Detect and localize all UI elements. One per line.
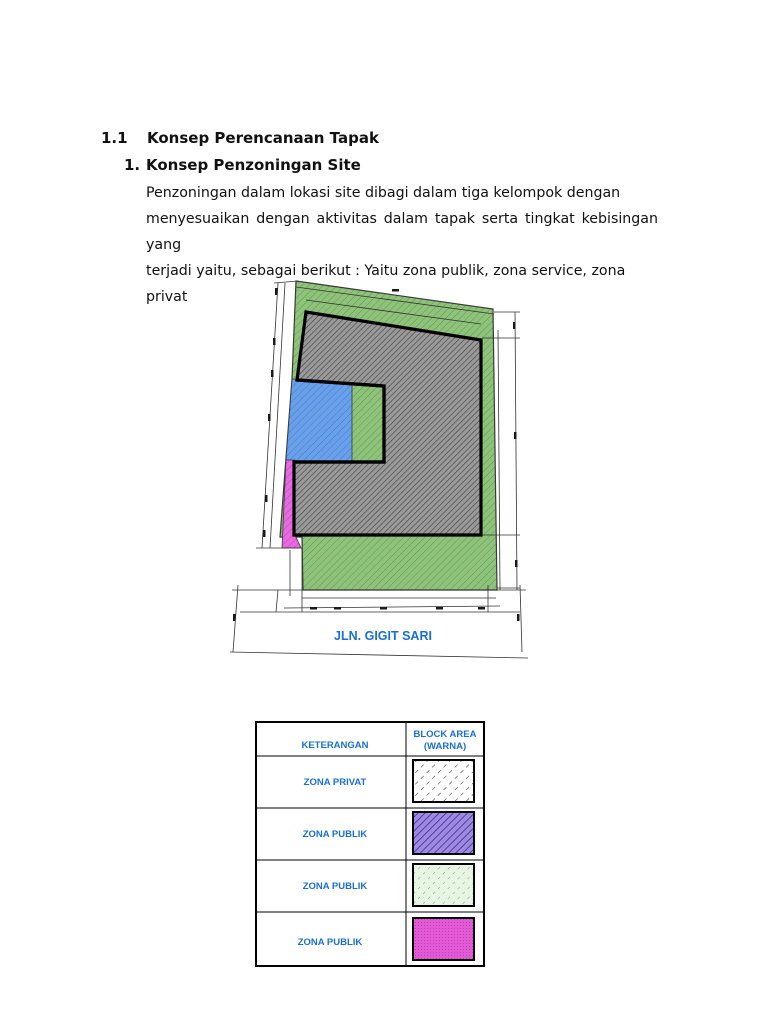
legend-header-block-area: BLOCK AREA: [413, 729, 477, 740]
legend-row-label: ZONA PRIVAT: [303, 777, 367, 788]
paragraph-line: Penzoningan dalam lokasi site dibagi dalam tiga kelompok dengan: [146, 185, 621, 201]
blue-zone: [286, 379, 352, 462]
subsection-title: Konsep Penzoningan Site: [146, 156, 361, 174]
legend-swatch-white-hatch: [413, 760, 474, 802]
legend-swatch-magenta: [413, 918, 474, 960]
section-title: Konsep Perencanaan Tapak: [147, 129, 379, 147]
legend-header-keterangan: KETERANGAN: [301, 740, 369, 751]
road-label: JLN. GIGIT SARI: [334, 629, 432, 643]
section-number: 1.1: [101, 129, 128, 147]
legend-row-label: ZONA PUBLIK: [297, 937, 363, 948]
paragraph-line: menyesuaikan dengan aktivitas dalam tapak serta tingkat kebisingan yang: [146, 211, 658, 253]
legend-row-label: ZONA PUBLIK: [302, 829, 368, 840]
paragraph-line: terjadi yaitu, sebagai berikut : Yaitu zona publik, zona service, zona privat: [146, 263, 626, 305]
legend-table: [256, 722, 484, 966]
legend-header-warna: (WARNA): [423, 741, 467, 752]
legend-swatch-purple-hatch: [413, 812, 474, 854]
legend-swatch-green-hatch: [413, 864, 474, 906]
legend-row-label: ZONA PUBLIK: [302, 881, 368, 892]
subsection-number: 1.: [124, 156, 141, 174]
